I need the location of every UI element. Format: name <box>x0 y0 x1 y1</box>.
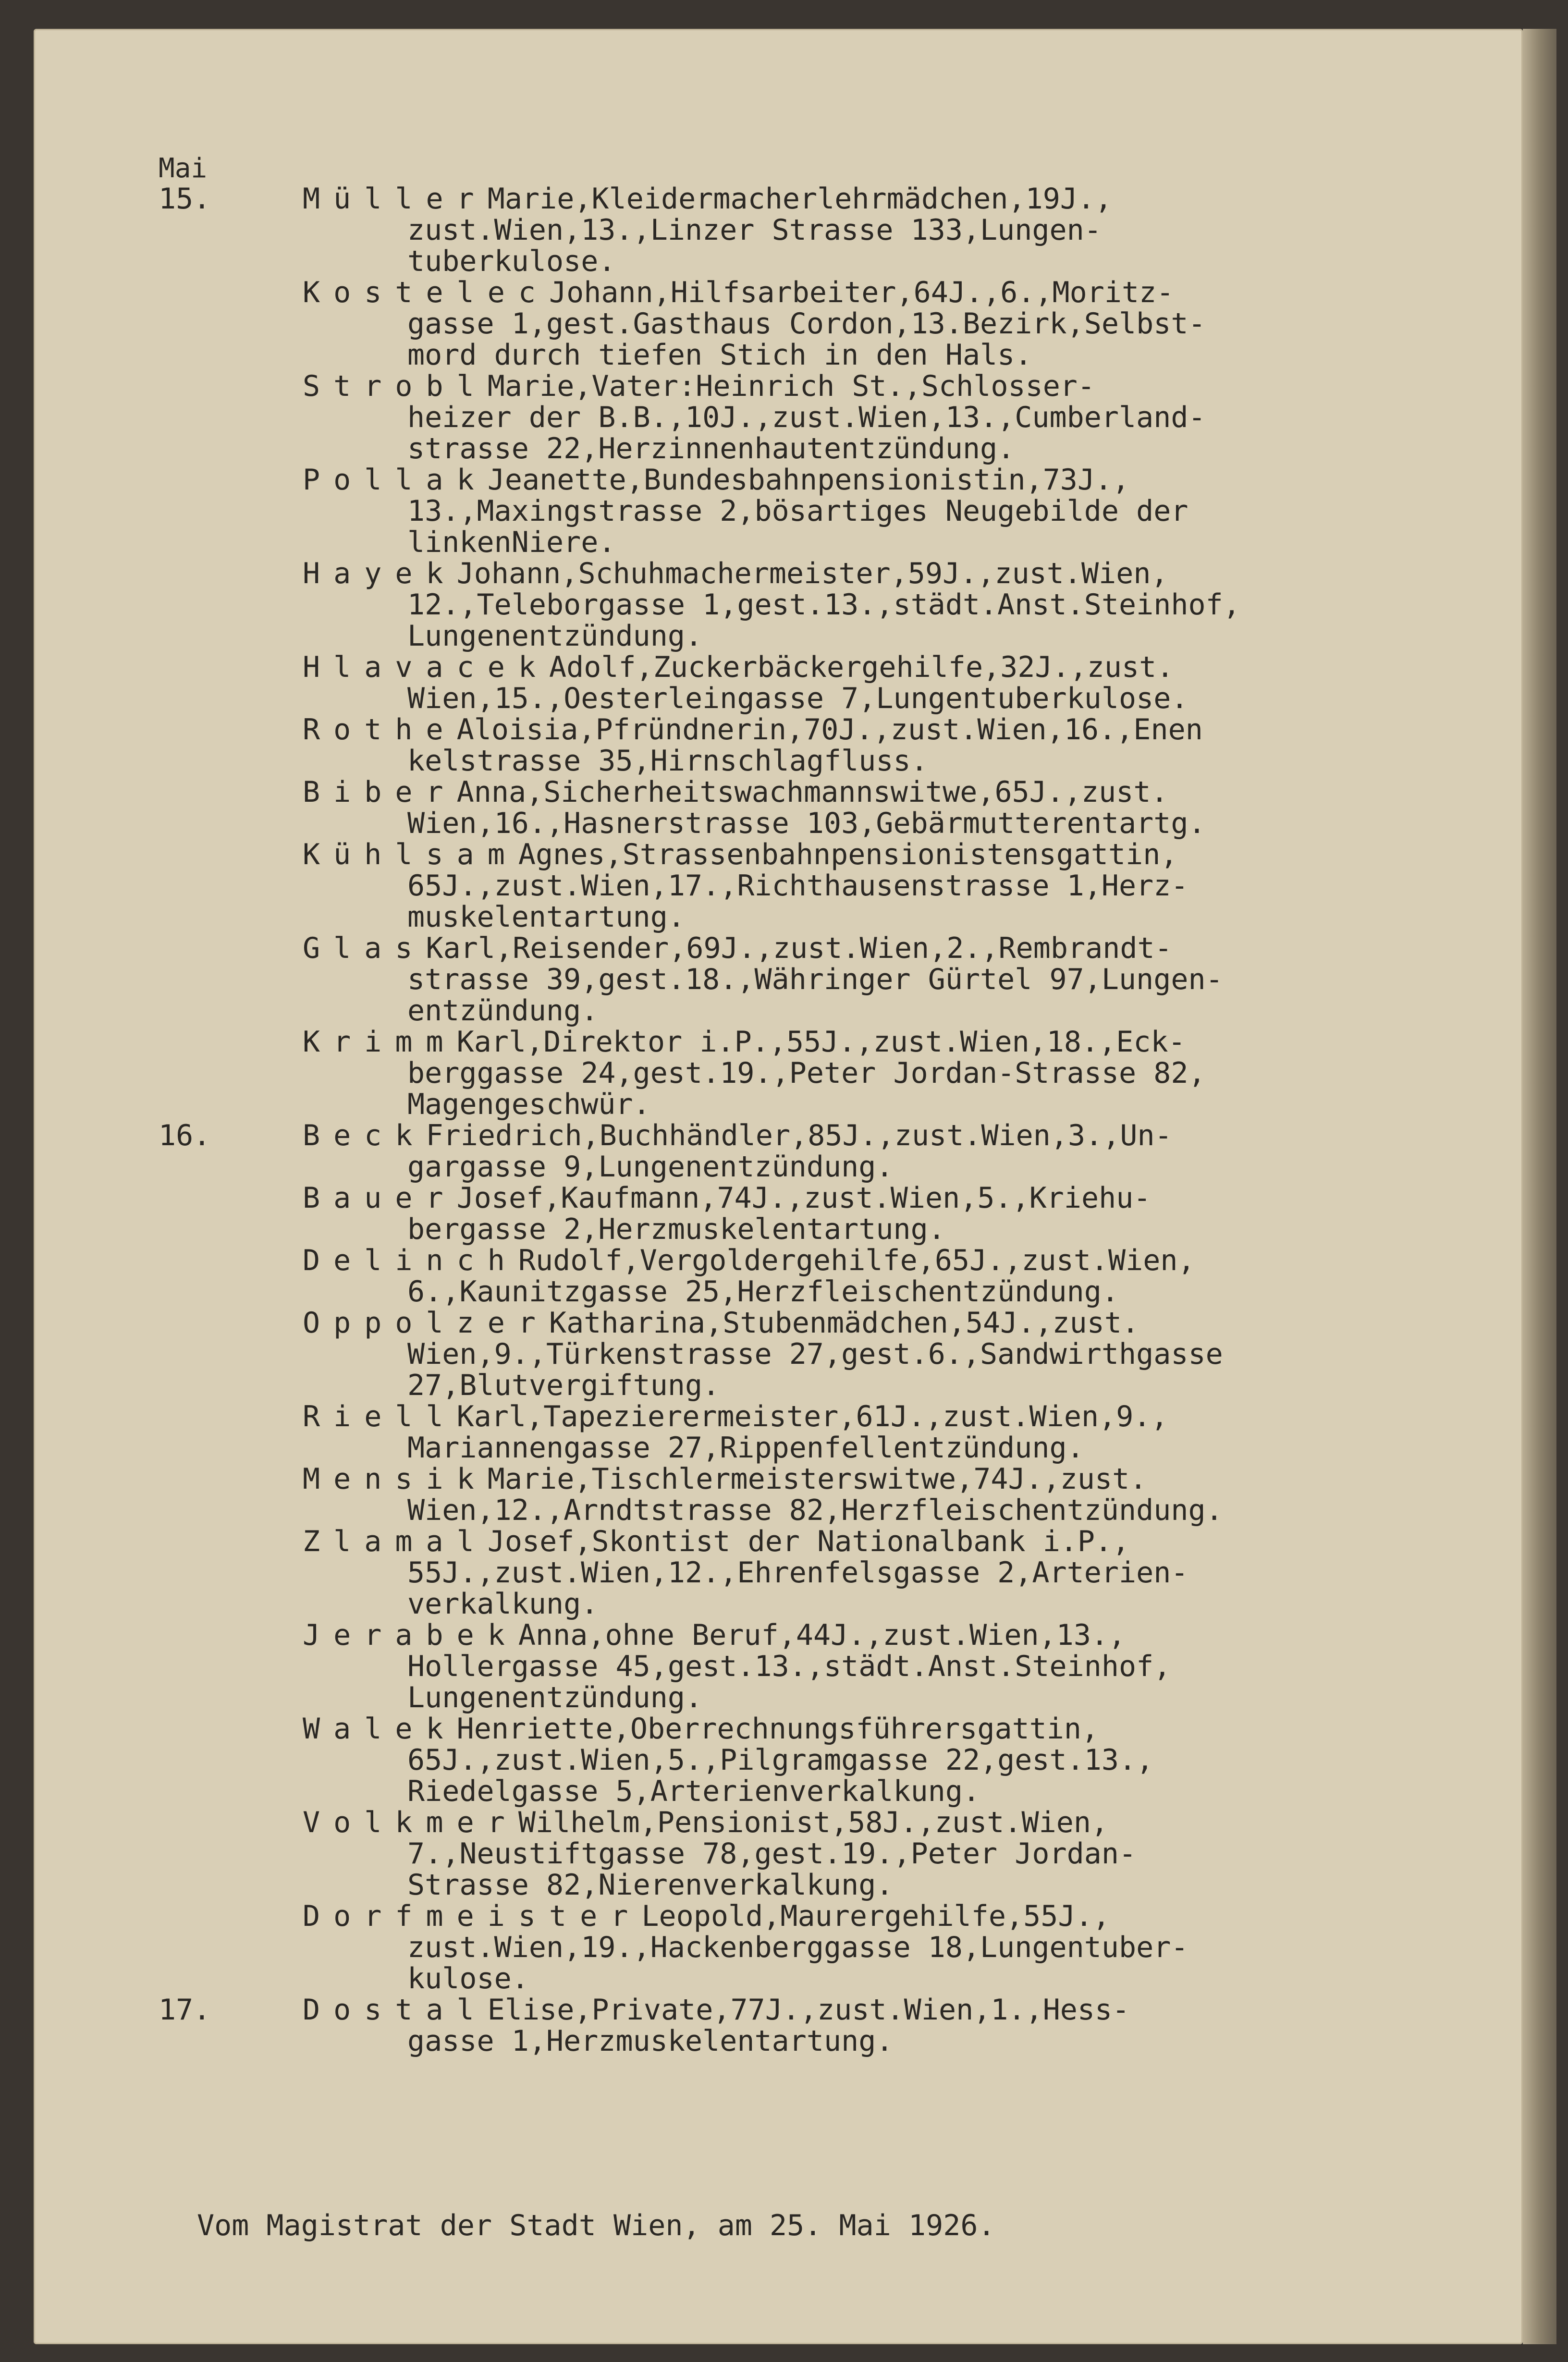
month-label: Mai <box>159 153 208 184</box>
register-entry <box>159 1027 1456 1120</box>
entry-line: strasse 39,gest.18.,Währinger Gürtel 97,Lungen- <box>407 963 1223 996</box>
entry-surname: Mensik <box>303 1462 488 1496</box>
entry-line <box>303 777 1456 808</box>
entry-line <box>303 465 1456 496</box>
entry-details: Anna,Sicherheitswachmannswitwe,65J.,zust. <box>456 775 1168 809</box>
entry-surname: Beck <box>303 1119 426 1152</box>
register-entry <box>159 371 1456 465</box>
register-entry <box>159 652 1456 714</box>
entry-surname: Krimm <box>303 1025 457 1059</box>
entry-details: Johann,Hilfsarbeiter,64J.,6.,Moritz- <box>549 276 1174 309</box>
entry-details: Marie,Vater:Heinrich St.,Schlosser- <box>487 369 1095 403</box>
entry-day: 17. <box>159 1993 211 2027</box>
entry-line <box>303 933 1456 964</box>
footer-signature-line: Vom Magistrat der Stadt Wien, am 25. Mai 1926. <box>197 2209 995 2242</box>
register-entry <box>159 1308 1456 1401</box>
register-entry <box>159 714 1456 777</box>
entry-line: kelstrasse 35,Hirnschlagfluss. <box>407 744 928 778</box>
entry-surname: Delinch <box>303 1244 518 1277</box>
entry-line: 65J.,zust.Wien,17.,Richthausenstrasse 1,Herz- <box>407 869 1188 903</box>
entry-line <box>303 1995 1456 2026</box>
entry-details: Friedrich,Buchhändler,85J.,zust.Wien,3.,Un- <box>426 1119 1172 1152</box>
entry-line <box>303 1308 1456 1339</box>
entry-details: Adolf,Zuckerbäckergehilfe,32J.,zust. <box>549 650 1174 684</box>
entry-line <box>303 277 1456 308</box>
entry-surname: Oppolzer <box>303 1306 549 1340</box>
entry-line: Riedelgasse 5,Arterienverkalkung. <box>407 1775 980 1808</box>
entry-surname: Dostal <box>303 1993 488 2027</box>
register-entry <box>159 1713 1456 1807</box>
entries-container <box>159 154 1456 2057</box>
register-entry <box>159 1807 1456 1901</box>
register-entry <box>159 558 1456 652</box>
entry-line <box>303 714 1456 746</box>
entry-details: Leopold,Maurergehilfe,55J., <box>641 1899 1110 1933</box>
entry-surname: Walek <box>303 1712 457 1746</box>
entry-details: Anna,ohne Beruf,44J.,zust.Wien,13., <box>518 1618 1126 1652</box>
entry-line: kulose. <box>407 1962 529 1995</box>
entry-surname: Hayek <box>303 557 457 590</box>
entry-line: Wien,15.,Oesterleingasse 7,Lungentuberkulose. <box>407 682 1188 715</box>
entry-details: Marie,Kleidermacherlehrmädchen,19J., <box>487 182 1113 216</box>
entry-surname: Glas <box>303 931 426 965</box>
entry-line: mord durch tiefen Stich in den Hals. <box>407 338 1032 372</box>
register-entry <box>159 1120 1456 1183</box>
entry-details: Wilhelm,Pensionist,58J.,zust.Wien, <box>518 1806 1109 1839</box>
entry-line: heizer der B.B.,10J.,zust.Wien,13.,Cumberland- <box>407 401 1206 434</box>
register-entry <box>159 1401 1456 1464</box>
entry-line: 55J.,zust.Wien,12.,Ehrenfelsgasse 2,Arterien- <box>407 1556 1188 1590</box>
entry-day: 15. <box>159 182 211 216</box>
entry-line <box>303 558 1456 589</box>
register-entry <box>159 933 1456 1027</box>
entry-surname: Müller <box>303 182 488 216</box>
entry-line <box>303 839 1456 870</box>
entry-line: 12.,Teleborgasse 1,gest.13.,städt.Anst.Steinhof, <box>407 588 1240 622</box>
entry-line: gasse 1,gest.Gasthaus Cordon,13.Bezirk,Selbst- <box>407 307 1206 341</box>
register-entry <box>159 1620 1456 1713</box>
entry-line: 7.,Neustiftgasse 78,gest.19.,Peter Jordan- <box>407 1837 1137 1871</box>
register-entry <box>159 777 1456 839</box>
entry-line: Magengeschwür. <box>407 1088 650 1121</box>
register-entry <box>159 1526 1456 1620</box>
entry-line: 13.,Maxingstrasse 2,bösartiges Neugebilde der <box>407 494 1188 528</box>
entry-line: Lungenentzündung. <box>407 619 703 653</box>
register-entry <box>159 1183 1456 1245</box>
register-entry <box>159 465 1456 558</box>
entry-surname: Strobl <box>303 369 488 403</box>
register-entry <box>159 839 1456 933</box>
entry-line <box>303 1807 1456 1838</box>
entry-details: Aloisia,Pfründnerin,70J.,zust.Wien,16.,Enen <box>456 713 1203 747</box>
entry-surname: Kostelec <box>303 276 549 309</box>
entry-details: Jeanette,Bundesbahnpensionistin,73J., <box>487 463 1130 497</box>
entry-surname: Zlamal <box>303 1525 488 1558</box>
entry-line: berggasse 24,gest.19.,Peter Jordan-Strasse 82, <box>407 1056 1206 1090</box>
entry-details: Karl,Tapezierermeister,61J.,zust.Wien,9., <box>456 1400 1168 1433</box>
entry-line: Wien,12.,Arndtstrasse 82,Herzfleischentzündung. <box>407 1493 1223 1527</box>
entry-line: entzündung. <box>407 994 599 1028</box>
entry-surname: Dorfmeister <box>303 1899 642 1933</box>
entry-line: zust.Wien,19.,Hackenberggasse 18,Lungentuber- <box>407 1931 1188 1964</box>
entry-line: Wien,16.,Hasnerstrasse 103,Gebärmutterentartg. <box>407 807 1206 840</box>
entry-line <box>303 1120 1456 1151</box>
register-entry <box>159 1245 1456 1308</box>
entry-line: 6.,Kaunitzgasse 25,Herzfleischentzündung. <box>407 1275 1119 1309</box>
entry-line: linkenNiere. <box>407 526 616 559</box>
entry-details: Marie,Tischlermeisterswitwe,74J.,zust. <box>487 1462 1147 1496</box>
entry-line: muskelentartung. <box>407 900 685 934</box>
entry-line <box>303 1620 1456 1651</box>
entry-line: tuberkulose. <box>407 245 616 278</box>
entry-line: Hollergasse 45,gest.13.,städt.Anst.Steinhof, <box>407 1650 1171 1683</box>
entry-details: Katharina,Stubenmädchen,54J.,zust. <box>549 1306 1139 1340</box>
entry-surname: Jerabek <box>303 1618 518 1652</box>
entry-line: 27,Blutvergiftung. <box>407 1369 720 1402</box>
entry-line <box>303 371 1456 402</box>
entry-line <box>303 1183 1456 1214</box>
entry-line: Lungenentzündung. <box>407 1681 703 1714</box>
entry-surname: Riell <box>303 1400 457 1433</box>
entry-details: Agnes,Strassenbahnpensionistensgattin, <box>518 838 1178 871</box>
entry-details: Rudolf,Vergoldergehilfe,65J.,zust.Wien, <box>518 1244 1195 1277</box>
entry-surname: Biber <box>303 775 457 809</box>
entry-surname: Pollak <box>303 463 488 497</box>
entry-line: Mariannengasse 27,Rippenfellentzündung. <box>407 1431 1084 1465</box>
entry-line: gargasse 9,Lungenentzündung. <box>407 1150 894 1184</box>
entry-surname: Bauer <box>303 1181 457 1215</box>
entry-line <box>303 1713 1456 1745</box>
entry-line: bergasse 2,Herzmuskelentartung. <box>407 1212 945 1246</box>
entry-line: verkalkung. <box>407 1587 599 1621</box>
entry-line <box>303 1901 1456 1932</box>
entry-surname: Hlavacek <box>303 650 549 684</box>
entry-details: Karl,Direktor i.P.,55J.,zust.Wien,18.,Eck- <box>456 1025 1186 1059</box>
page-edge <box>1523 29 1556 2344</box>
entry-surname: Volkmer <box>303 1806 518 1839</box>
entry-details: Elise,Private,77J.,zust.Wien,1.,Hess- <box>487 1993 1130 2027</box>
entry-surname: Kühlsam <box>303 838 518 871</box>
register-entry <box>159 277 1456 371</box>
entry-details: Karl,Reisender,69J.,zust.Wien,2.,Rembrandt- <box>426 931 1172 965</box>
entry-line <box>303 1245 1456 1276</box>
entry-line <box>303 1401 1456 1432</box>
entry-day: 16. <box>159 1119 211 1152</box>
entry-line: zust.Wien,13.,Linzer Strasse 133,Lungen- <box>407 213 1102 247</box>
entry-line <box>303 1027 1456 1058</box>
entry-details: Josef,Kaufmann,74J.,zust.Wien,5.,Kriehu- <box>456 1181 1151 1215</box>
register-entry <box>159 1901 1456 1995</box>
register-entry <box>159 1995 1456 2057</box>
register-entry <box>159 1464 1456 1526</box>
entry-details: Josef,Skontist der Nationalbank i.P., <box>487 1525 1130 1558</box>
entry-line <box>303 1464 1456 1495</box>
entry-line: Strasse 82,Nierenverkalkung. <box>407 1868 894 1902</box>
entry-line: strasse 22,Herzinnenhautentzündung. <box>407 432 1015 465</box>
entry-line <box>303 184 1456 215</box>
entry-line <box>303 1526 1456 1557</box>
entry-surname: Rothe <box>303 713 457 747</box>
entry-details: Henriette,Oberrechnungsführersgattin, <box>456 1712 1099 1746</box>
entry-line: gasse 1,Herzmuskelentartung. <box>407 2024 894 2058</box>
entry-details: Johann,Schuhmachermeister,59J.,zust.Wien, <box>456 557 1168 590</box>
entry-line: 65J.,zust.Wien,5.,Pilgramgasse 22,gest.13., <box>407 1743 1154 1777</box>
register-entry <box>159 184 1456 277</box>
entry-line <box>303 652 1456 683</box>
entry-line: Wien,9.,Türkenstrasse 27,gest.6.,Sandwirthgasse <box>407 1337 1223 1371</box>
